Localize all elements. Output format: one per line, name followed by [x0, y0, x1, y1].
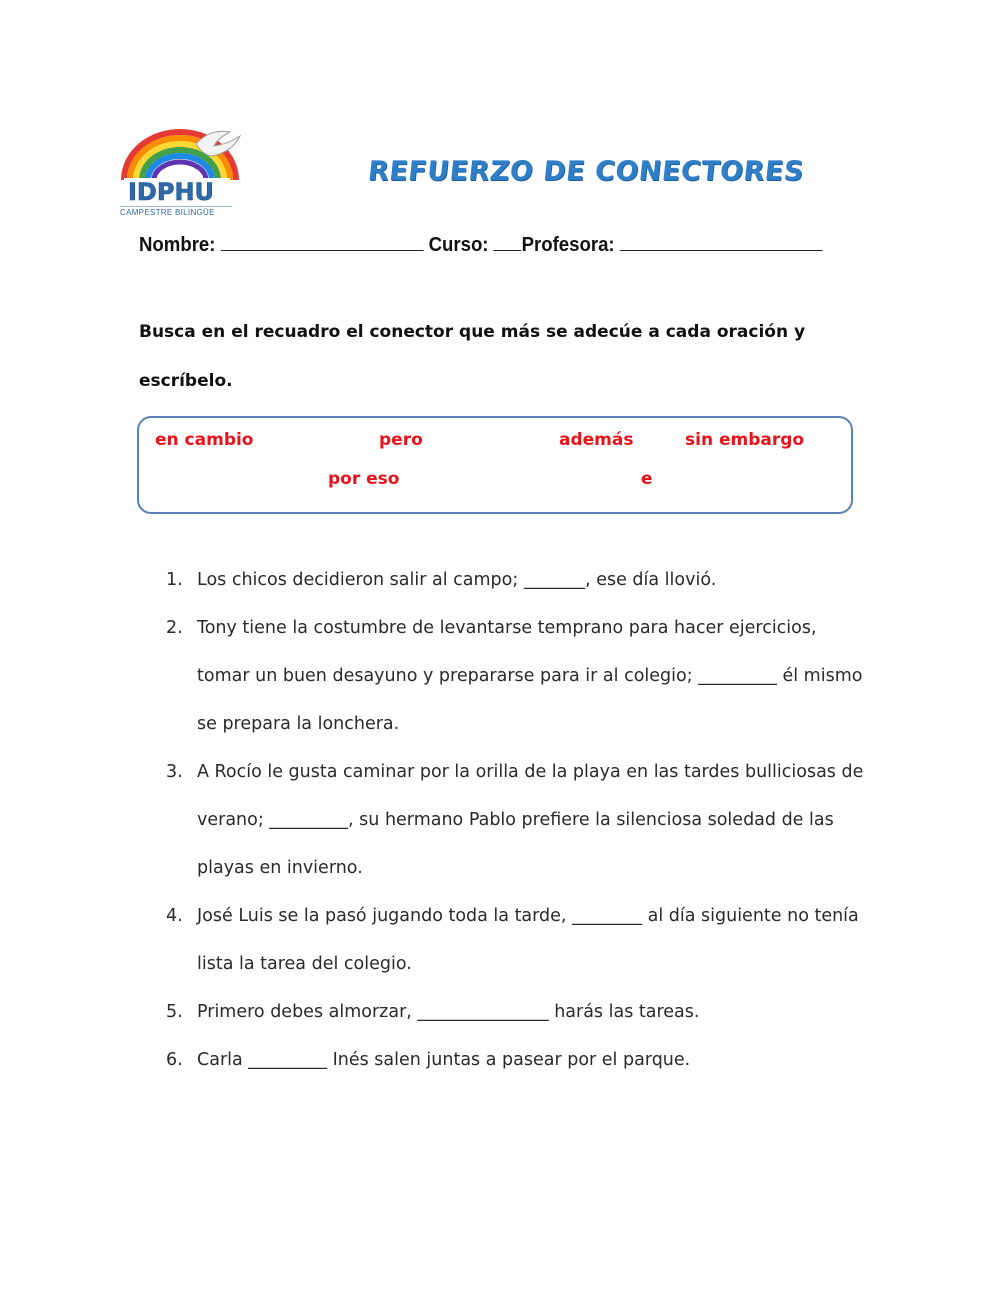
- logo-name: IDPHU: [128, 178, 215, 206]
- exercise-item: [166, 556, 866, 604]
- exercise-text: Tony tiene la costumbre de levantarse temprano para hacer ejercicios, tomar un buen desayuno y prepararse para ir al colegio; _________ él mismo se prepara la lonchera.: [197, 618, 863, 734]
- exercise-item: [166, 988, 866, 1036]
- word-bank-item: por eso: [328, 469, 400, 489]
- word-bank-item: además: [559, 430, 634, 450]
- exercise-list: [166, 556, 866, 1084]
- exercise-number: 3.: [166, 762, 183, 782]
- exercise-number: 6.: [166, 1050, 183, 1070]
- name-label: Nombre:: [139, 234, 216, 256]
- page-title: REFUERZO DE CONECTORES: [366, 156, 806, 187]
- exercise-number: 1.: [166, 570, 183, 590]
- exercise-text: Carla _________ Inés salen juntas a pasear por el parque.: [197, 1050, 691, 1070]
- school-logo: [118, 122, 246, 216]
- exercise-item: [166, 748, 866, 892]
- word-bank-item: sin embargo: [685, 430, 805, 450]
- rainbow-logo-icon: [118, 122, 246, 208]
- word-bank-item: en cambio: [155, 430, 254, 450]
- word-bank-item: pero: [379, 430, 423, 450]
- exercise-number: 4.: [166, 906, 183, 926]
- name-blank[interactable]: [221, 232, 424, 251]
- exercise-item: [166, 892, 866, 988]
- course-blank[interactable]: [494, 232, 522, 251]
- exercise-number: 2.: [166, 618, 183, 638]
- exercise-number: 5.: [166, 1002, 183, 1022]
- word-bank-box: [137, 416, 853, 514]
- course-label: Curso:: [428, 234, 489, 256]
- teacher-blank[interactable]: [620, 232, 823, 251]
- exercise-text: Primero debes almorzar, _______________ harás las tareas.: [197, 1002, 700, 1022]
- logo-subtitle: CAMPESTRE BILINGÜE: [120, 206, 232, 217]
- exercise-text: A Rocío le gusta caminar por la orilla de la playa en las tardes bulliciosas de verano; _________, su hermano Pablo prefiere la silenciosa soledad de las playas en invierno.: [197, 762, 864, 878]
- exercise-item: [166, 1036, 866, 1084]
- instruction-text: Busca en el recuadro el conector que más se adecúe a cada oración y escríbelo.: [139, 322, 806, 391]
- teacher-label: Profesora:: [521, 234, 615, 256]
- exercise-item: [166, 604, 866, 748]
- word-bank-item: e: [641, 469, 653, 489]
- exercise-text: Los chicos decidieron salir al campo; _______, ese día llovió.: [197, 570, 717, 590]
- exercise-text: José Luis se la pasó jugando toda la tarde, ________ al día siguiente no tenía lista la tarea del colegio.: [197, 906, 859, 974]
- student-info-line: [139, 232, 823, 257]
